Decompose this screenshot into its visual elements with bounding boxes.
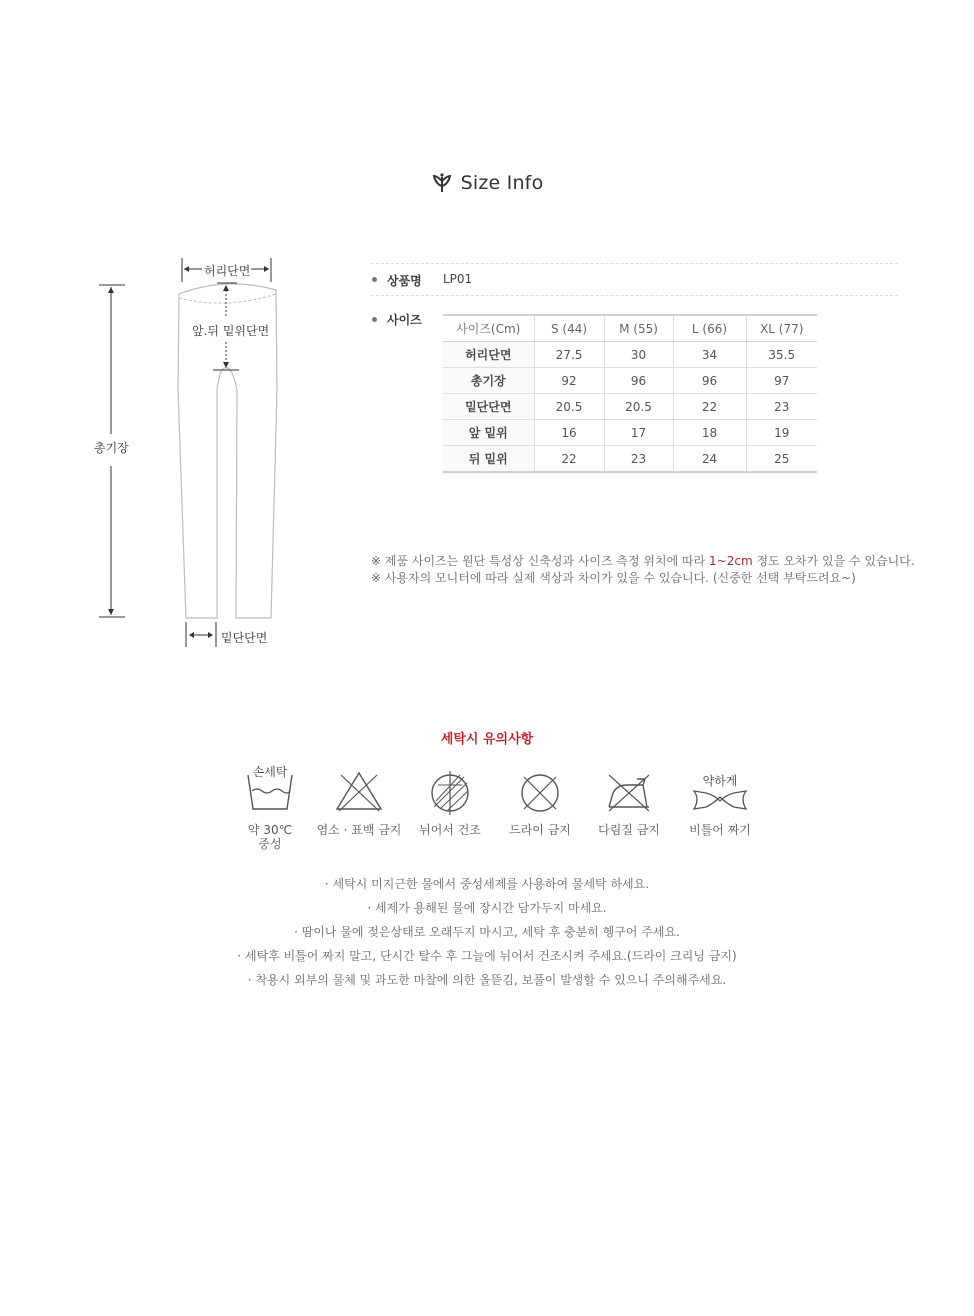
care-instruction: · 착용시 외부의 물체 및 과도한 마찰에 의한 올뜯김, 보풀이 발생할 수 있으니 주의해주세요.	[247, 973, 727, 987]
column-header: L (66)	[673, 315, 746, 342]
hem-label: 밑단단면	[221, 631, 268, 645]
care-instruction: · 세탁후 비틀어 짜지 말고, 단시간 탈수 후 그늘에 뉘어서 건조시켜 주세요.(드라이 크리닝 금지)	[237, 949, 737, 963]
table-cell: 96	[604, 368, 673, 394]
note-text: ※ 제품 사이즈는 원단 특성상 신축성과 사이즈 측정 위치에 따라	[371, 554, 710, 568]
bullet	[372, 317, 377, 322]
pants-diagram	[80, 250, 320, 670]
care-caption: 다림질 금지	[598, 823, 660, 837]
table-cell: 19	[746, 420, 817, 446]
table-cell: 17	[604, 420, 673, 446]
gentle-wring-icon	[690, 765, 750, 817]
row-header: 앞 밑위	[443, 420, 534, 446]
product-name-value: LP01	[443, 272, 473, 286]
table-row	[443, 368, 817, 394]
table-cell: 18	[673, 420, 746, 446]
care-gentle-wring	[670, 765, 770, 837]
care-instruction: · 세제가 용해된 물에 장시간 담가두지 마세요.	[367, 901, 607, 915]
table-cell: 25	[746, 446, 817, 473]
page-title: Size Info	[460, 172, 544, 194]
table-cell: 92	[534, 368, 604, 394]
care-no-iron	[579, 765, 679, 837]
table-cell: 22	[534, 446, 604, 473]
row-header: 총기장	[443, 368, 534, 394]
care-caption: 약 30℃	[247, 823, 293, 837]
bullet	[372, 277, 377, 282]
table-cell: 22	[673, 394, 746, 420]
table-header-row	[443, 315, 817, 342]
table-row	[443, 446, 817, 473]
care-instruction: · 세탁시 미지근한 물에서 중성세제를 사용하여 물세탁 하세요.	[324, 877, 650, 891]
table-cell: 96	[673, 368, 746, 394]
care-caption: 드라이 금지	[509, 823, 571, 837]
care-top-text: 약하게	[702, 774, 738, 788]
care-caption: 비틀어 짜기	[689, 823, 751, 837]
row-header: 밑단단면	[443, 394, 534, 420]
note-text: 정도 오차가 있을 수 있습니다.	[752, 554, 915, 568]
waist-label: 허리단면	[204, 264, 251, 278]
size-info-title	[0, 172, 974, 198]
length-label: 총기장	[94, 441, 129, 455]
column-header: S (44)	[534, 315, 604, 342]
care-shade-dry	[400, 765, 500, 837]
care-title: 세탁시 유의사항	[440, 732, 534, 747]
table-cell: 97	[746, 368, 817, 394]
table-cell: 23	[604, 446, 673, 473]
care-no-dry-clean	[490, 765, 590, 837]
care-top-text: 손세탁	[252, 765, 288, 779]
table-row	[443, 394, 817, 420]
table-cell: 34	[673, 342, 746, 368]
table-cell: 16	[534, 420, 604, 446]
divider	[371, 295, 898, 296]
care-instruction: · 땀이나 물에 젖은상태로 오래두지 마시고, 세탁 후 충분히 헹구어 주세요.	[294, 925, 680, 939]
table-row	[443, 342, 817, 368]
no-iron-icon	[599, 765, 659, 817]
no-dry-clean-icon	[510, 765, 570, 817]
size-table	[443, 314, 817, 473]
rise-label: 앞.뒤 밑위단면	[192, 324, 270, 338]
divider	[371, 263, 898, 264]
table-cell: 35.5	[746, 342, 817, 368]
care-hand-wash	[220, 765, 320, 851]
table-cell: 20.5	[534, 394, 604, 420]
care-caption: 염소 · 표백 금지	[316, 823, 402, 837]
leggings-outline	[80, 250, 320, 670]
row-header: 허리단면	[443, 342, 534, 368]
no-bleach-icon	[329, 765, 389, 817]
table-cell: 23	[746, 394, 817, 420]
care-caption: 중성	[258, 837, 282, 851]
table-cell: 24	[673, 446, 746, 473]
flower-logo-icon	[431, 172, 453, 194]
shade-dry-icon	[420, 765, 480, 817]
hand-wash-icon	[240, 765, 300, 817]
product-name-label: 상품명	[387, 274, 422, 288]
color-note: ※ 사용자의 모니터에 따라 실제 색상과 차이가 있을 수 있습니다. (신중한 선택 부탁드려요~)	[371, 571, 856, 585]
note-highlight: 1~2cm	[709, 554, 753, 568]
row-header: 뒤 밑위	[443, 446, 534, 473]
care-caption: 뉘어서 건조	[419, 823, 481, 837]
column-header: XL (77)	[746, 315, 817, 342]
column-header: M (55)	[604, 315, 673, 342]
table-cell: 27.5	[534, 342, 604, 368]
size-label: 사이즈	[387, 313, 422, 327]
care-no-bleach	[309, 765, 409, 837]
table-cell: 20.5	[604, 394, 673, 420]
size-tolerance-note	[371, 552, 915, 569]
table-row	[443, 420, 817, 446]
column-header: 사이즈(Cm)	[443, 315, 534, 342]
table-cell: 30	[604, 342, 673, 368]
